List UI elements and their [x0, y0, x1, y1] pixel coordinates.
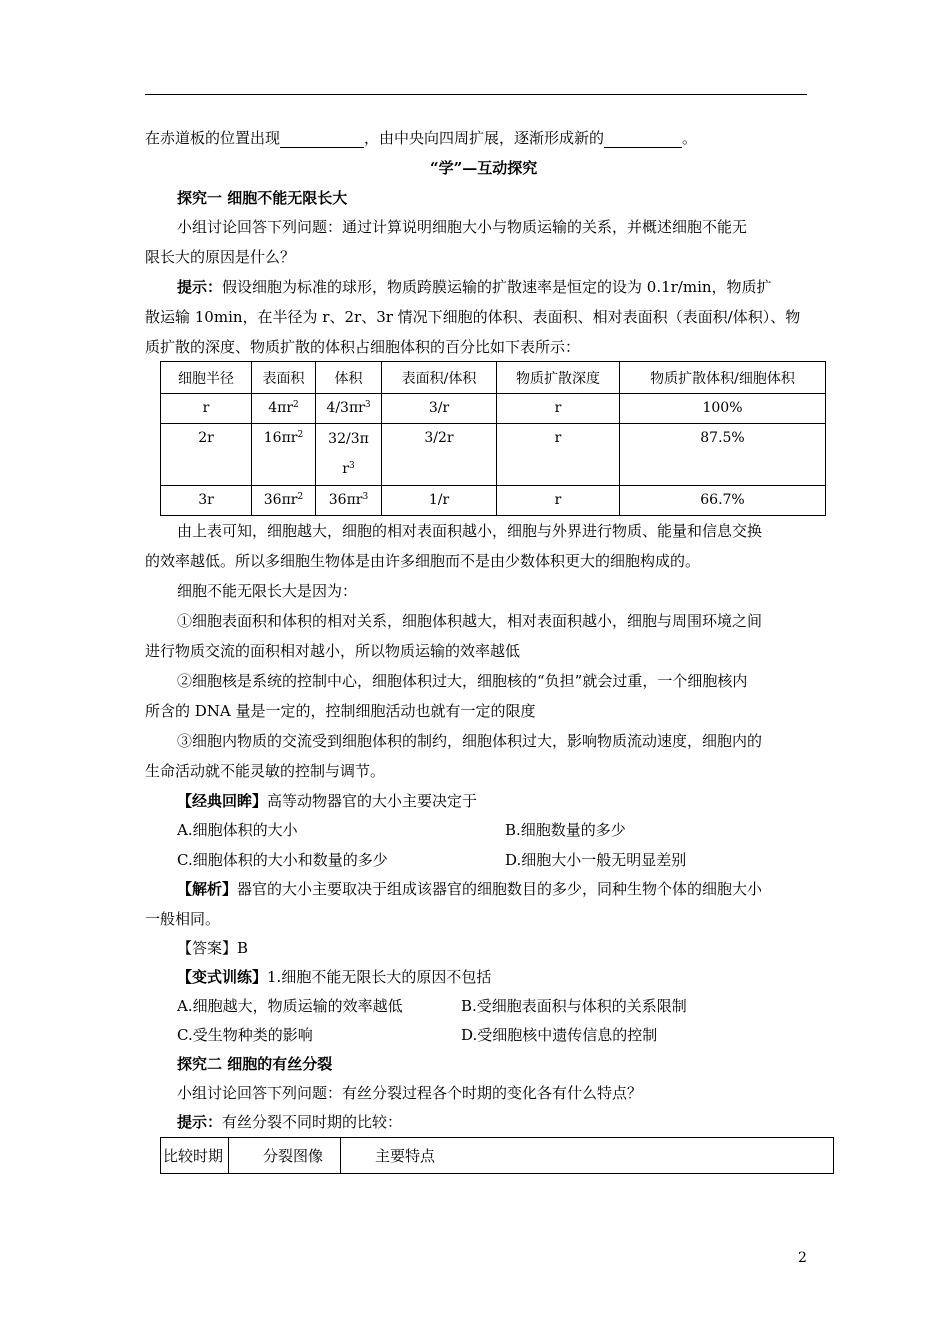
- classic-analysis: [177, 878, 762, 899]
- classic-answer: 【答案】B: [177, 939, 249, 957]
- explore2-heading: 探究二 细胞的有丝分裂: [177, 1055, 333, 1073]
- explore1-question-cont: 限长大的原因是什么？: [145, 248, 296, 266]
- reason3-l2: 生命活动就不能灵敏的控制与调节。: [145, 762, 386, 780]
- classic-question: [177, 790, 477, 811]
- area-text: 16πr: [263, 430, 298, 446]
- cell-radius: 2r: [161, 424, 252, 486]
- cell-depth: r: [497, 424, 620, 486]
- mitosis-table: [160, 1137, 834, 1174]
- table-header-row: [161, 1138, 834, 1174]
- reason2-l1: ②细胞核是系统的控制中心，细胞体积过大，细胞核的“负担”就会过重，一个细胞核内: [177, 672, 748, 690]
- cell-area: [252, 486, 316, 516]
- th-area: 表面积: [252, 362, 316, 394]
- cell-ratio: 3/r: [382, 394, 497, 424]
- area-exponent: 2: [297, 430, 304, 440]
- variant-option-c: C.受生物种类的影响: [177, 1026, 313, 1044]
- cell-percent: 87.5%: [620, 424, 826, 486]
- cell-ratio: 3/2r: [382, 424, 497, 486]
- analysis-label: 【解析】: [177, 880, 238, 898]
- volume-exponent: 3: [362, 492, 369, 502]
- cell-volume: [316, 424, 382, 486]
- variant-question: [177, 966, 491, 987]
- cell-percent: 100%: [620, 394, 826, 424]
- cell-radius: r: [161, 394, 252, 424]
- classic-option-c: C.细胞体积的大小和数量的多少: [177, 851, 388, 869]
- cell-area: [252, 424, 316, 486]
- reason3-l1: ③细胞内物质的交流受到细胞体积的制约，细胞体积过大，影响物质流动速度，细胞内的: [177, 732, 763, 750]
- conclusion-l1: 由上表可知，细胞越大，细胞的相对表面积越小，细胞与外界进行物质、能量和信息交换: [177, 522, 763, 540]
- diffusion-table: [160, 361, 826, 516]
- reason2-l2: 所含的 DNA 量是一定的，控制细胞活动也就有一定的限度: [145, 702, 536, 720]
- cell-area: [252, 394, 316, 424]
- explore1-question: 小组讨论回答下列问题：通过计算说明细胞大小与物质运输的关系，并概述细胞不能无: [177, 218, 748, 236]
- table-row: [161, 394, 826, 424]
- variant-option-b: B.受细胞表面积与体积的关系限制: [461, 997, 687, 1015]
- top-line-text-3: 。: [682, 129, 698, 147]
- hint-label: 提示：: [177, 1113, 223, 1131]
- cell-volume: [316, 394, 382, 424]
- explore1-hint: [177, 276, 772, 297]
- th-ratio: 表面积/体积: [382, 362, 497, 394]
- top-line-text-1: 在赤道板的位置出现: [145, 129, 281, 147]
- cell-radius: 3r: [161, 486, 252, 516]
- table-row: [161, 424, 826, 486]
- th-period: 比较时期: [161, 1138, 229, 1174]
- area-text: 4πr: [268, 400, 294, 416]
- th-percent: 物质扩散体积/细胞体积: [620, 362, 826, 394]
- top-line: [145, 127, 697, 148]
- volume-text: 32/3π: [328, 431, 369, 447]
- blank-2: [604, 129, 682, 148]
- blank-1: [280, 129, 364, 148]
- conclusion-l2: 的效率越低。所以多细胞生物体是由许多细胞而不是由少数体积更大的细胞构成的。: [145, 552, 701, 570]
- th-features: 主要特点: [341, 1138, 834, 1174]
- th-volume: 体积: [316, 362, 382, 394]
- th-image: 分裂图像: [229, 1138, 341, 1174]
- th-radius: 细胞半径: [161, 362, 252, 394]
- cell-volume: [316, 486, 382, 516]
- variant-option-d: D.受细胞核中遗传信息的控制: [461, 1026, 658, 1044]
- variant-option-a: A.细胞越大，物质运输的效率越低: [177, 997, 403, 1015]
- volume-exponent: 3: [364, 400, 371, 410]
- table-header-row: [161, 362, 826, 394]
- table-row: [161, 486, 826, 516]
- classic-option-d: D.细胞大小一般无明显差别: [505, 851, 687, 869]
- classic-analysis-cont: 一般相同。: [145, 910, 221, 928]
- reason1-l2: 进行物质交流的面积相对越小，所以物质运输的效率越低: [145, 642, 521, 660]
- cell-depth: r: [497, 394, 620, 424]
- section-title: “学”—互动探究: [430, 159, 538, 177]
- classic-question-text: 高等动物器官的大小主要决定于: [267, 792, 478, 810]
- top-line-text-2: ，由中央向四周扩展，逐渐形成新的: [364, 129, 605, 147]
- explore1-heading: 探究一 细胞不能无限长大: [177, 189, 348, 207]
- page-number: 2: [798, 1250, 807, 1266]
- analysis-text: 器官的大小主要取决于组成该器官的细胞数目的多少，同种生物个体的细胞大小: [237, 880, 763, 898]
- explore1-hint-l3: 质扩散的深度、物质扩散的体积占细胞体积的百分比如下表所示：: [145, 338, 581, 356]
- volume-text-cont: [316, 454, 381, 484]
- conclusion-l3: 细胞不能无限长大是因为：: [177, 582, 358, 600]
- header-rule: [145, 94, 807, 95]
- variant-question-text: 1.细胞不能无限长大的原因不包括: [267, 968, 492, 986]
- volume-exponent: 3: [348, 461, 355, 471]
- hint-text: 有丝分裂不同时期的比较：: [222, 1113, 403, 1131]
- variant-label: 【变式训练】: [177, 968, 268, 986]
- explore2-question: 小组讨论回答下列问题：有丝分裂过程各个时期的变化各有什么特点？: [177, 1084, 643, 1102]
- explore1-hint-l2: 散运输 10min，在半径为 r、2r、3r 情况下细胞的体积、表面积、相对表面积（表面积/体积）、物: [145, 308, 801, 326]
- area-exponent: 2: [293, 400, 299, 410]
- hint-text: 假设细胞为标准的球形，物质跨膜运输的扩散速率是恒定的设为 0.1r/min，物质扩: [222, 278, 772, 296]
- area-exponent: 2: [297, 492, 304, 502]
- th-depth: 物质扩散深度: [497, 362, 620, 394]
- classic-label: 【经典回眸】: [177, 792, 268, 810]
- hint-label: 提示：: [177, 278, 223, 296]
- classic-option-a: A.细胞体积的大小: [177, 821, 298, 839]
- volume-r: r: [342, 461, 349, 477]
- reason1-l1: ①细胞表面积和体积的相对关系，细胞体积越大，相对表面积越小，细胞与周围环境之间: [177, 612, 763, 630]
- volume-text: 4/3πr: [326, 400, 365, 416]
- explore2-hint: [177, 1111, 402, 1132]
- cell-percent: 66.7%: [620, 486, 826, 516]
- classic-option-b: B.细胞数量的多少: [505, 821, 626, 839]
- cell-ratio: 1/r: [382, 486, 497, 516]
- cell-depth: r: [497, 486, 620, 516]
- volume-text: 36πr: [328, 492, 363, 508]
- area-text: 36πr: [263, 492, 298, 508]
